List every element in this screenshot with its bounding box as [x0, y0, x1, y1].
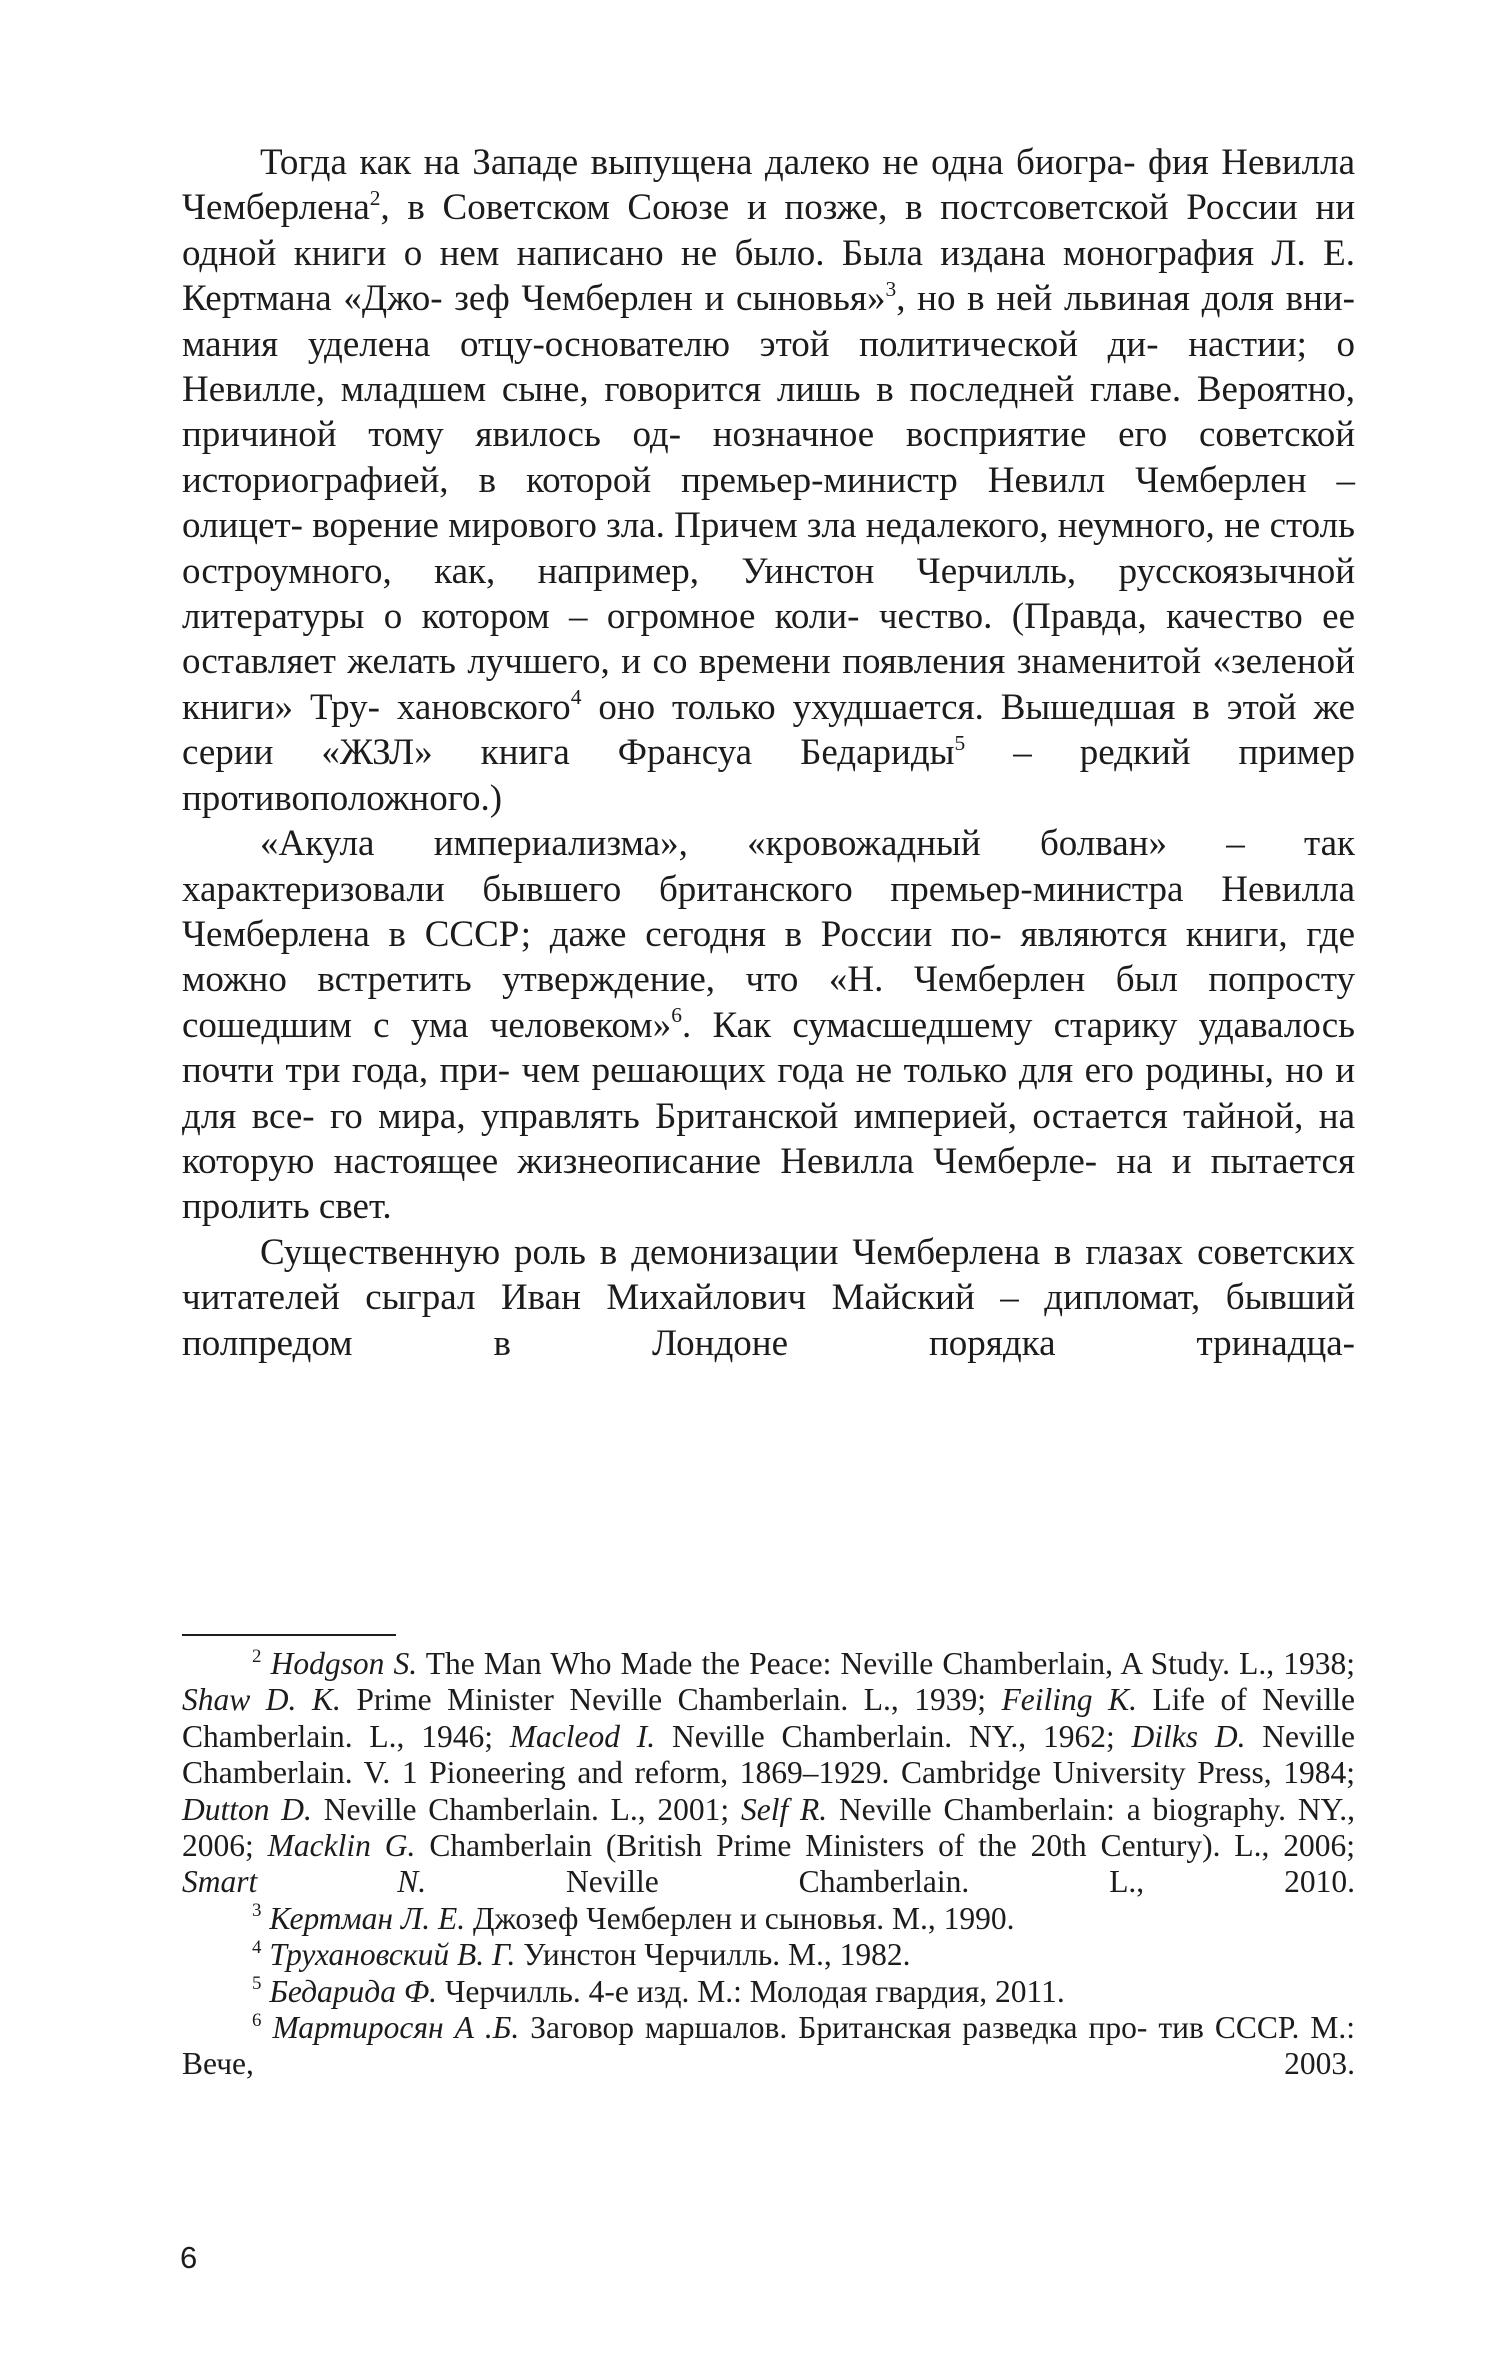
- footnote-author: Macklin G.: [267, 1828, 416, 1864]
- text-line: советских читателей сыграл Иван Михайлович Майский –: [182, 1231, 1355, 1319]
- text-line: противоположного.): [182, 777, 503, 819]
- paragraph-1: [182, 140, 1355, 821]
- footnote-author: Feiling K.: [1001, 1682, 1137, 1718]
- footnote-number: 3: [252, 1900, 262, 1922]
- footnote-text: 1939;: [914, 1682, 1002, 1718]
- text-line: зеф Чемберлен и сыновья»: [454, 278, 886, 320]
- footnotes: [182, 1646, 1355, 2083]
- footnote-text: Заговор маршалов. Британская разведка про-: [519, 2010, 1148, 2046]
- text-line: являются книги, где можно встретить утверждение, что: [182, 913, 1356, 1001]
- text-line: последней главе. Вероятно, причиной тому явилось од-: [182, 369, 1356, 456]
- footnote-text: Черчилль. 4-е изд. М.: Молодая гвардия, 2011.: [437, 1973, 1065, 2009]
- text-line: серии «ЖЗЛ» книга Франсуа Бедариды: [182, 732, 955, 774]
- footnote-author: Dutton D.: [182, 1791, 312, 1827]
- footnote-number: 4: [252, 1936, 262, 1958]
- text-line: чество. (Правда, качество ее оставляет желать лучшего, и: [182, 596, 1356, 683]
- text-line: на и пытается пролить свет.: [182, 1140, 1355, 1228]
- text-line: фия Невилла Чемберлена: [182, 142, 1356, 229]
- text-line: дипломат, бывший полпредом в Лондоне порядка тринадца-: [182, 1277, 1355, 1364]
- text-line: не было. Была издана монография Л. Е. Кертмана «Джо-: [182, 232, 1355, 320]
- footnote-ref[interactable]: 5: [954, 730, 966, 755]
- footnote-ref[interactable]: 2: [369, 186, 381, 211]
- footnote-text: Chamberlain. NY., 1962;: [781, 1718, 1132, 1754]
- footnote-number: 2: [252, 1645, 262, 1667]
- footnote-number: 5: [252, 1973, 262, 1995]
- text-line: – редкий пример: [965, 732, 1355, 774]
- footnote-author: Dilks D.: [1131, 1718, 1246, 1754]
- footnote-number: 6: [252, 2009, 262, 2031]
- footnote-author: Smart N.: [182, 1864, 427, 1900]
- footnote-ref[interactable]: 6: [671, 1003, 682, 1028]
- footnote-ref[interactable]: 3: [885, 276, 897, 301]
- text-line: го мира, управлять Британской империей, остается тайной,: [330, 1095, 1304, 1137]
- footnote-author: Мартиросян А .Б.: [272, 2010, 520, 2046]
- text-line: со времени появления знаменитой «зеленой книги» Тру-: [182, 641, 1355, 728]
- footnote-text: Neville: [655, 1718, 765, 1754]
- footnote-text: Chamberlain (British Prime Ministers of the 20th: [415, 1828, 1087, 1864]
- footnote-author: Кертман Л. Е.: [269, 1900, 466, 1936]
- paragraph-2: [182, 821, 1355, 1230]
- footnote-text: Джозеф Чемберлен и сыновья. М., 1990.: [465, 1900, 1015, 1936]
- main-text: [182, 140, 1355, 1366]
- text-line: настии; о Невилле, младшем сыне, говорится лишь в: [182, 323, 1356, 411]
- footnote-text: тив СССР. М.: Вече, 2003.: [182, 2010, 1356, 2082]
- text-line: Существенную роль в демонизации Чемберлена в глазах: [260, 1231, 1184, 1273]
- text-line: Как сумасшедшему старику удавалось почти три года, при-: [182, 1004, 1355, 1092]
- footnote-text: NY., 2006;: [182, 1791, 1356, 1864]
- footnote-2: [182, 1646, 1355, 1901]
- footnote-ref[interactable]: 4: [570, 685, 582, 710]
- footnote-text: A Study. L., 1938;: [1120, 1646, 1356, 1681]
- footnote-author: Self R.: [740, 1791, 828, 1827]
- footnote-text: Life of Neville Chamberlain. L., 1946;: [182, 1682, 1355, 1754]
- text-line: оно только ухудшается. Вышедшая в этой же: [581, 686, 1356, 728]
- text-line: , в Советском Союзе и позже,: [380, 187, 888, 229]
- text-line: на которую настоящее жизнеописание Невилла Чемберле-: [182, 1095, 1356, 1182]
- footnote-author: Shaw D. K.: [182, 1682, 341, 1718]
- footnote-5: [182, 1974, 1355, 2010]
- footnote-text: Neville Chamberlain. V. 1 Pioneering: [182, 1718, 1356, 1791]
- footnote-text: and reform, 1869–1929. Cambridge University Press, 1984;: [577, 1755, 1356, 1791]
- text-line: «Н. Чемберлен был попросту сошедшим с ума человеком»: [182, 959, 1356, 1046]
- footnote-text: Neville Chamberlain. L., 2001;: [323, 1791, 741, 1827]
- text-line: «Акула империализма», «кровожадный болван» – так: [260, 823, 1355, 865]
- footnote-6: [182, 2010, 1355, 2083]
- page-number: 6: [180, 2240, 198, 2275]
- text-line: , но в ней львиная доля вни-: [896, 278, 1355, 320]
- footnote-author: Трухановский В. Г.: [269, 1937, 516, 1973]
- text-line: нозначное восприятие его советской историографией, в: [182, 414, 1355, 501]
- footnote-text: The Man Who Made the Peace: Neville Chamberlain,: [417, 1646, 1113, 1681]
- text-line: чем решающих года не только для его родины, но и для все-: [182, 1050, 1356, 1137]
- footnote-author: Macleod I.: [509, 1718, 656, 1754]
- text-line: характеризовали бывшего британского премьер-министра: [182, 868, 1184, 910]
- text-line: в постсоветской России ни одной книги о нем написано: [182, 187, 1355, 274]
- text-line: Тогда как на Западе выпущена далеко не одна биогра-: [260, 142, 1136, 183]
- footnote-4: [182, 1937, 1355, 1973]
- footnote-text: Prime Minister Neville Chamberlain. L.,: [340, 1682, 899, 1718]
- footnote-3: [182, 1901, 1355, 1937]
- text-line: русскоязычной литературы о котором – огромное коли-: [182, 550, 1356, 638]
- text-line: ворение мирового зла. Причем зла недалекого, неумного,: [312, 505, 1215, 547]
- text-line: которой премьер-министр Невилл Чемберлен – олицет-: [182, 459, 1356, 547]
- footnote-text: Century). L., 2006;: [1100, 1828, 1355, 1864]
- text-line: Невилла Чемберлена в СССР; даже сегодня в России по-: [182, 868, 1355, 955]
- text-line: хановского: [396, 686, 571, 728]
- footnote-text: Уинстон Черчилль. М., 1982.: [515, 1937, 911, 1973]
- text-line: мания уделена отцу-основателю этой политической ди-: [182, 323, 1159, 365]
- paragraph-3: [182, 1230, 1355, 1366]
- text-line: .: [681, 1004, 692, 1046]
- footnote-author: Hodgson S.: [270, 1646, 418, 1681]
- footnote-text: Neville Chamberlain: a biography.: [827, 1791, 1287, 1827]
- footnote-author: Бедарида Ф.: [269, 1973, 438, 2009]
- footnote-separator: [182, 1634, 396, 1636]
- footnote-text: Neville Chamberlain. L., 2010.: [426, 1864, 1355, 1900]
- text-line: не столь остроумного, как, например, Уинстон Черчилль,: [182, 505, 1356, 592]
